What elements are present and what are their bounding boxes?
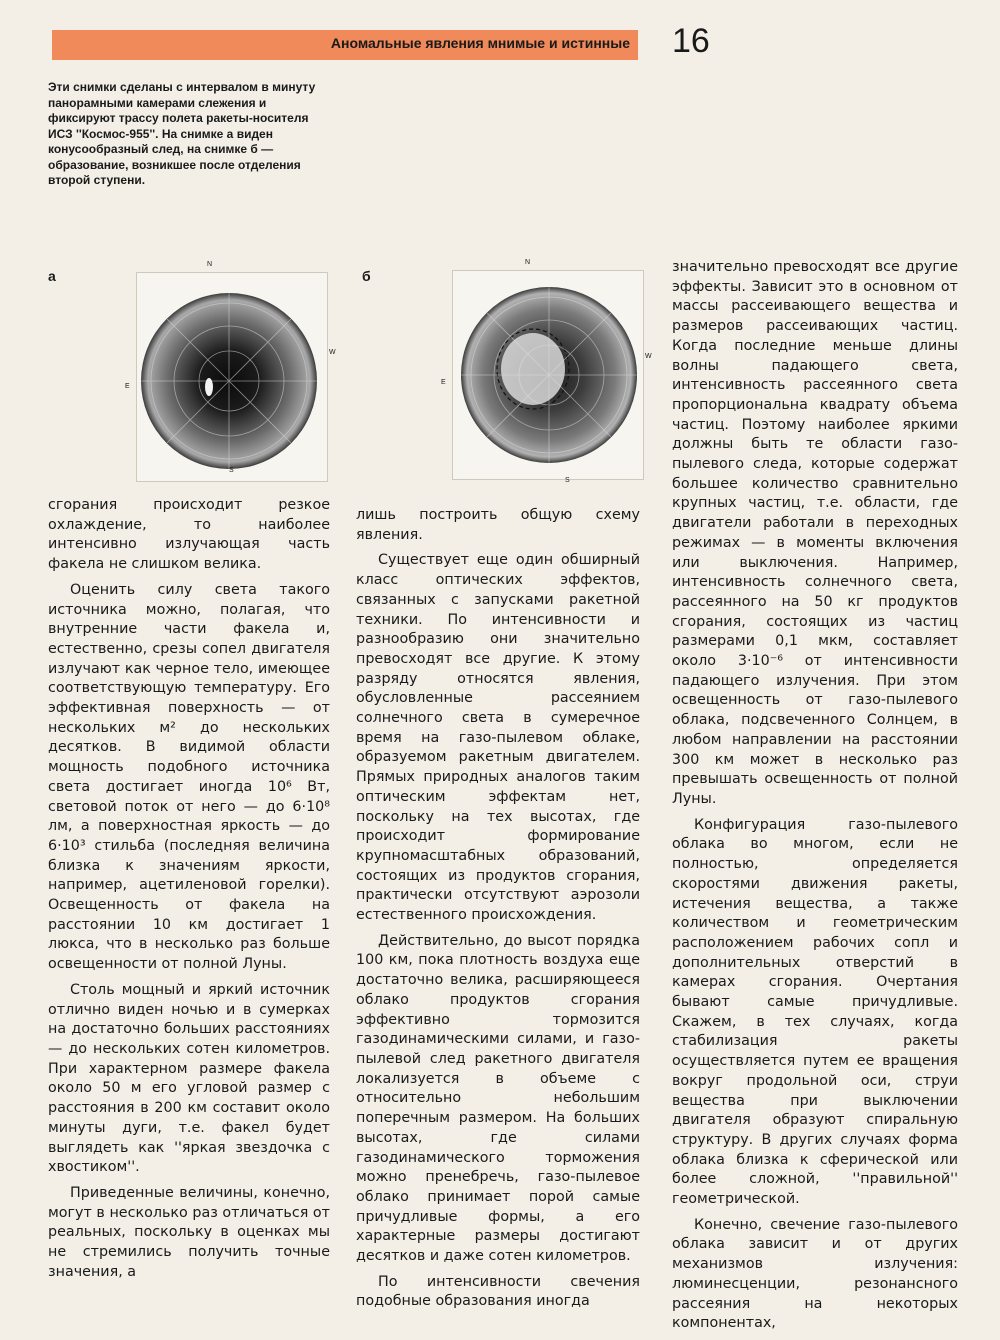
- page-number: 16: [672, 22, 710, 60]
- photo-b-image: [453, 271, 643, 479]
- photo-a: [125, 261, 336, 482]
- text-column-3: [672, 258, 958, 1340]
- section-title: Аномальные явления мнимые и истинные: [330, 35, 630, 51]
- paragraph: Столь мощный и яркий источник отлично виден ночью и в сумерках на достаточно больших расстояниях — до нескольких сотен километров. При характерном размере факела около 50 м его угловой размер с расстояния в 200 км составит около минуты дуги, т.е. факел будет выглядеть как ''яркая звездочка с хвостиком''.: [48, 981, 330, 1176]
- photo-caption: Эти снимки сделаны с интервалом в минуту панорамными камерами слежения и фиксируют трассу полета ракеты-носителя ИСЗ ''Космос-955''. На снимке а виден конусообразный след, на снимке б — образование, возникшее после отделения второй ступени.: [48, 80, 316, 187]
- paragraph: Действительно, до высот порядка 100 км, пока плотность воздуха еще достаточно велика, расширяющееся облако продуктов сгорания эффективно тормозится газодинамическими силами, и газо-пылевой след ракетного двигателя локализуется в объеме с относительно небольшим поперечным размером. На больших высотах, где силами газодинамического торможения можно пренебречь, газо-пылевое облако принимает порой самые причудливые формы, а его характерные размеры достигают десятков и даже сотен километров.: [356, 932, 640, 1265]
- paragraph: сгорания происходит резкое охлаждение, то наиболее интенсивно излучающая часть факела не слишком велика.: [48, 497, 330, 573]
- text-column-1: [48, 496, 330, 1288]
- photo-a-label: а: [48, 268, 56, 284]
- west-label: W: [329, 349, 336, 356]
- photo-b-label: б: [362, 268, 371, 284]
- text-column-2: [356, 506, 640, 1318]
- west-label: W: [645, 353, 652, 360]
- photo-a-image: [137, 273, 327, 481]
- south-label: S: [229, 467, 234, 474]
- north-label: N: [525, 259, 531, 266]
- paragraph: Приведенные величины, конечно, могут в несколько раз отличаться от реальных, поскольку в оценках мы не стремились получить точные значения, а: [48, 1184, 330, 1280]
- north-label: N: [207, 261, 213, 268]
- paragraph: значительно превосходят все другие эффекты. Зависит это в основном от массы рассеивающего вещества и размеров рассеивающих частиц. Когда последние меньше длины волны падающего света, интенсивность рассеянного света пропорциональна квадрату объема частиц. Поэтому наиболее яркими должны быть те области газо-пылевого следа, которые содержат большее количество сравнительно крупных частиц, т.е. области, где двигатели работали в переходных режимах — в моменты включения или выключения. Например, интенсивность солнечного света, рассеянного на 50 кг продуктов сгорания, состоящих из частиц размерами 0,1 мкм, составляет около 3·10⁻⁶ от интенсивности падающего излучения. При этом освещенность от газо-пылевого облака, подсвеченного Солнцем, в любом направлении на расстоянии 300 км может в несколько раз превышать освещенность от полной Луны.: [672, 259, 958, 807]
- photo-b: [441, 259, 652, 484]
- paragraph: По интенсивности свечения подобные образования иногда: [356, 1273, 640, 1310]
- south-label: S: [565, 477, 570, 484]
- east-label: E: [125, 383, 130, 390]
- paragraph: Конечно, свечение газо-пылевого облака зависит и от других механизмов излучения: люминесценции, резонансного рассеяния на некоторых компонентах,: [672, 1216, 958, 1332]
- east-label: E: [441, 379, 446, 386]
- paragraph: Конфигурация газо-пылевого облака во многом, если не полностью, определяется скоростями движения ракеты, истечения вещества, а также количеством и геометрическим расположением рабочих сопл и дополнительных отверстий в камерах сгорания. Очертания бывают самые причудливые. Скажем, в тех случаях, когда стабилизация ракеты осуществляется путем ее вращения вокруг продольной оси, струи вещества при выключении двигателя образуют спиральную структуру. В других случаях форма облака близка к сферической или более сложной, ''правильной'' геометрической.: [672, 816, 958, 1208]
- paragraph: Оценить силу света такого источника можно, полагая, что внутренние части факела и, естественно, срезы сопел двигателя излучают как черное тело, имеющее соответствующую температуру. Его эффективная поверхность — от нескольких м² до нескольких десятков. В видимой области мощность подобного источника света достигает иногда 10⁶ Вт, световой поток от него — до 6·10⁸ лм, а поверхностная яркость — до 6·10³ стильба (последняя величина близка к значениям яркости, например, ацетиленовой горелки). Освещенность от факела на расстоянии 10 км достигает 1 люкса, что в несколько раз больше освещенности от полной Луны.: [48, 581, 330, 973]
- paragraph: лишь построить общую схему явления.: [356, 507, 640, 543]
- paragraph: Существует еще один обширный класс оптических эффектов, связанных с запусками ракетной техники. По интенсивности и разнообразию они значительно превосходят все другие. К этому разряду относятся явления, обусловленные рассеянием солнечного света в сумеречное время на газо-пылевом облаке, образуемом ракетным двигателем. Прямых природных аналогов таким оптическим эффектам нет, поскольку на тех высотах, где происходит формирование крупномасштабных образований, состоящих из продуктов сгорания, практически отсутствуют аэрозоли естественного происхождения.: [356, 552, 640, 924]
- header-bar: [52, 30, 638, 60]
